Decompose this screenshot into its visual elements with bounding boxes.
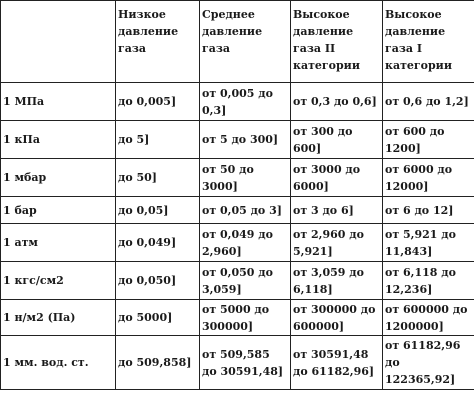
- unit-cell: 1 н/м2 (Па): [1, 300, 116, 336]
- high-cat1-cell: от 6000 до 12000]: [383, 159, 474, 197]
- low-cell: до 5]: [116, 121, 200, 159]
- table-row: [1, 300, 474, 336]
- low-cell: до 0,05]: [116, 197, 200, 224]
- unit-cell: 1 мбар: [1, 159, 116, 197]
- high-cat1-cell: от 0,6 до 1,2]: [383, 83, 474, 121]
- high-cat1-cell: от 61182,96 до 122365,92]: [383, 336, 474, 390]
- table-row: [1, 224, 474, 262]
- high-cat2-cell: от 3 до 6]: [291, 197, 383, 224]
- header-low-pressure: Низкое давление газа: [116, 1, 200, 83]
- high-cat2-cell: от 0,3 до 0,6]: [291, 83, 383, 121]
- high-cat1-cell: от 6,118 до 12,236]: [383, 262, 474, 300]
- table-row: [1, 262, 474, 300]
- medium-cell: от 5 до 300]: [200, 121, 291, 159]
- high-cat2-cell: от 300000 до 600000]: [291, 300, 383, 336]
- high-cat2-cell: от 2,960 до 5,921]: [291, 224, 383, 262]
- table-row: [1, 121, 474, 159]
- medium-cell: от 0,050 до 3,059]: [200, 262, 291, 300]
- high-cat2-cell: от 300 до 600]: [291, 121, 383, 159]
- header-high-pressure-cat1: Высокое давление газа I категории: [383, 1, 474, 83]
- unit-cell: 1 бар: [1, 197, 116, 224]
- medium-cell: от 0,049 до 2,960]: [200, 224, 291, 262]
- table-row: [1, 336, 474, 390]
- medium-cell: от 50 до 3000]: [200, 159, 291, 197]
- high-cat1-cell: от 6 до 12]: [383, 197, 474, 224]
- high-cat2-cell: от 3000 до 6000]: [291, 159, 383, 197]
- header-unit-cell: [1, 1, 116, 83]
- header-high-pressure-cat2: Высокое давление газа II категории: [291, 1, 383, 83]
- low-cell: до 50]: [116, 159, 200, 197]
- low-cell: до 0,050]: [116, 262, 200, 300]
- unit-cell: 1 мм. вод. ст.: [1, 336, 116, 390]
- high-cat1-cell: от 5,921 до 11,843]: [383, 224, 474, 262]
- table-row: [1, 159, 474, 197]
- table-header-row: [1, 1, 474, 83]
- high-cat1-cell: от 600000 до 1200000]: [383, 300, 474, 336]
- low-cell: до 0,049]: [116, 224, 200, 262]
- unit-cell: 1 атм: [1, 224, 116, 262]
- table-row: [1, 83, 474, 121]
- medium-cell: от 5000 до 300000]: [200, 300, 291, 336]
- high-cat1-cell: от 600 до 1200]: [383, 121, 474, 159]
- low-cell: до 5000]: [116, 300, 200, 336]
- low-cell: до 509,858]: [116, 336, 200, 390]
- medium-cell: от 0,05 до 3]: [200, 197, 291, 224]
- low-cell: до 0,005]: [116, 83, 200, 121]
- medium-cell: от 509,585 до 30591,48]: [200, 336, 291, 390]
- high-cat2-cell: от 3,059 до 6,118]: [291, 262, 383, 300]
- medium-cell: от 0,005 до 0,3]: [200, 83, 291, 121]
- high-cat2-cell: от 30591,48 до 61182,96]: [291, 336, 383, 390]
- unit-cell: 1 кПа: [1, 121, 116, 159]
- table-row: [1, 197, 474, 224]
- header-medium-pressure: Среднее давление газа: [200, 1, 291, 83]
- unit-cell: 1 МПа: [1, 83, 116, 121]
- unit-cell: 1 кгс/см2: [1, 262, 116, 300]
